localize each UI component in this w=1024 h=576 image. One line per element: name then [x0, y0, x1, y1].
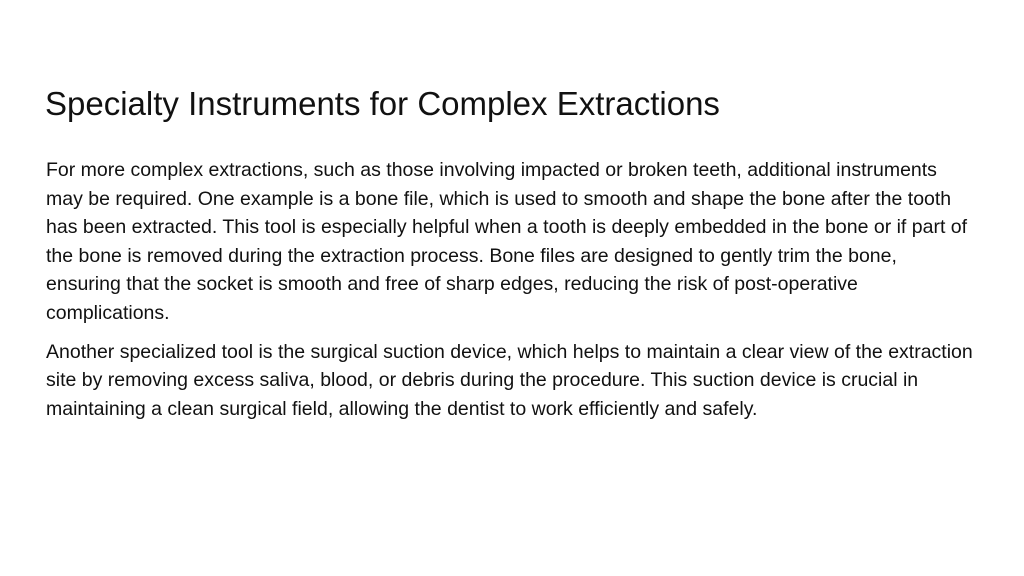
body-paragraph-2: Another specialized tool is the surgical suction device, which helps to maintain a clear view of the extraction site by removing excess saliva, blood, or debris during the procedure. This suction device is crucial in maintaining a clean surgical field, allowing the dentist to work efficiently and safely. — [46, 340, 973, 420]
slide-title: Specialty Instruments for Complex Extractions — [45, 85, 720, 122]
slide-body — [46, 156, 976, 433]
body-paragraph-1: For more complex extractions, such as those involving impacted or broken teeth, additional instruments may be required. One example is a bone file, which is used to smooth and shape the bone after the tooth has been extracted. This tool is especially helpful when a tooth is deeply embedded in the bone or if part of the bone is removed during the extraction process. Bone files are designed to gently trim the bone, ensuring that the socket is smooth and free of sharp edges, reducing the risk of post-operative complications. — [46, 159, 968, 324]
